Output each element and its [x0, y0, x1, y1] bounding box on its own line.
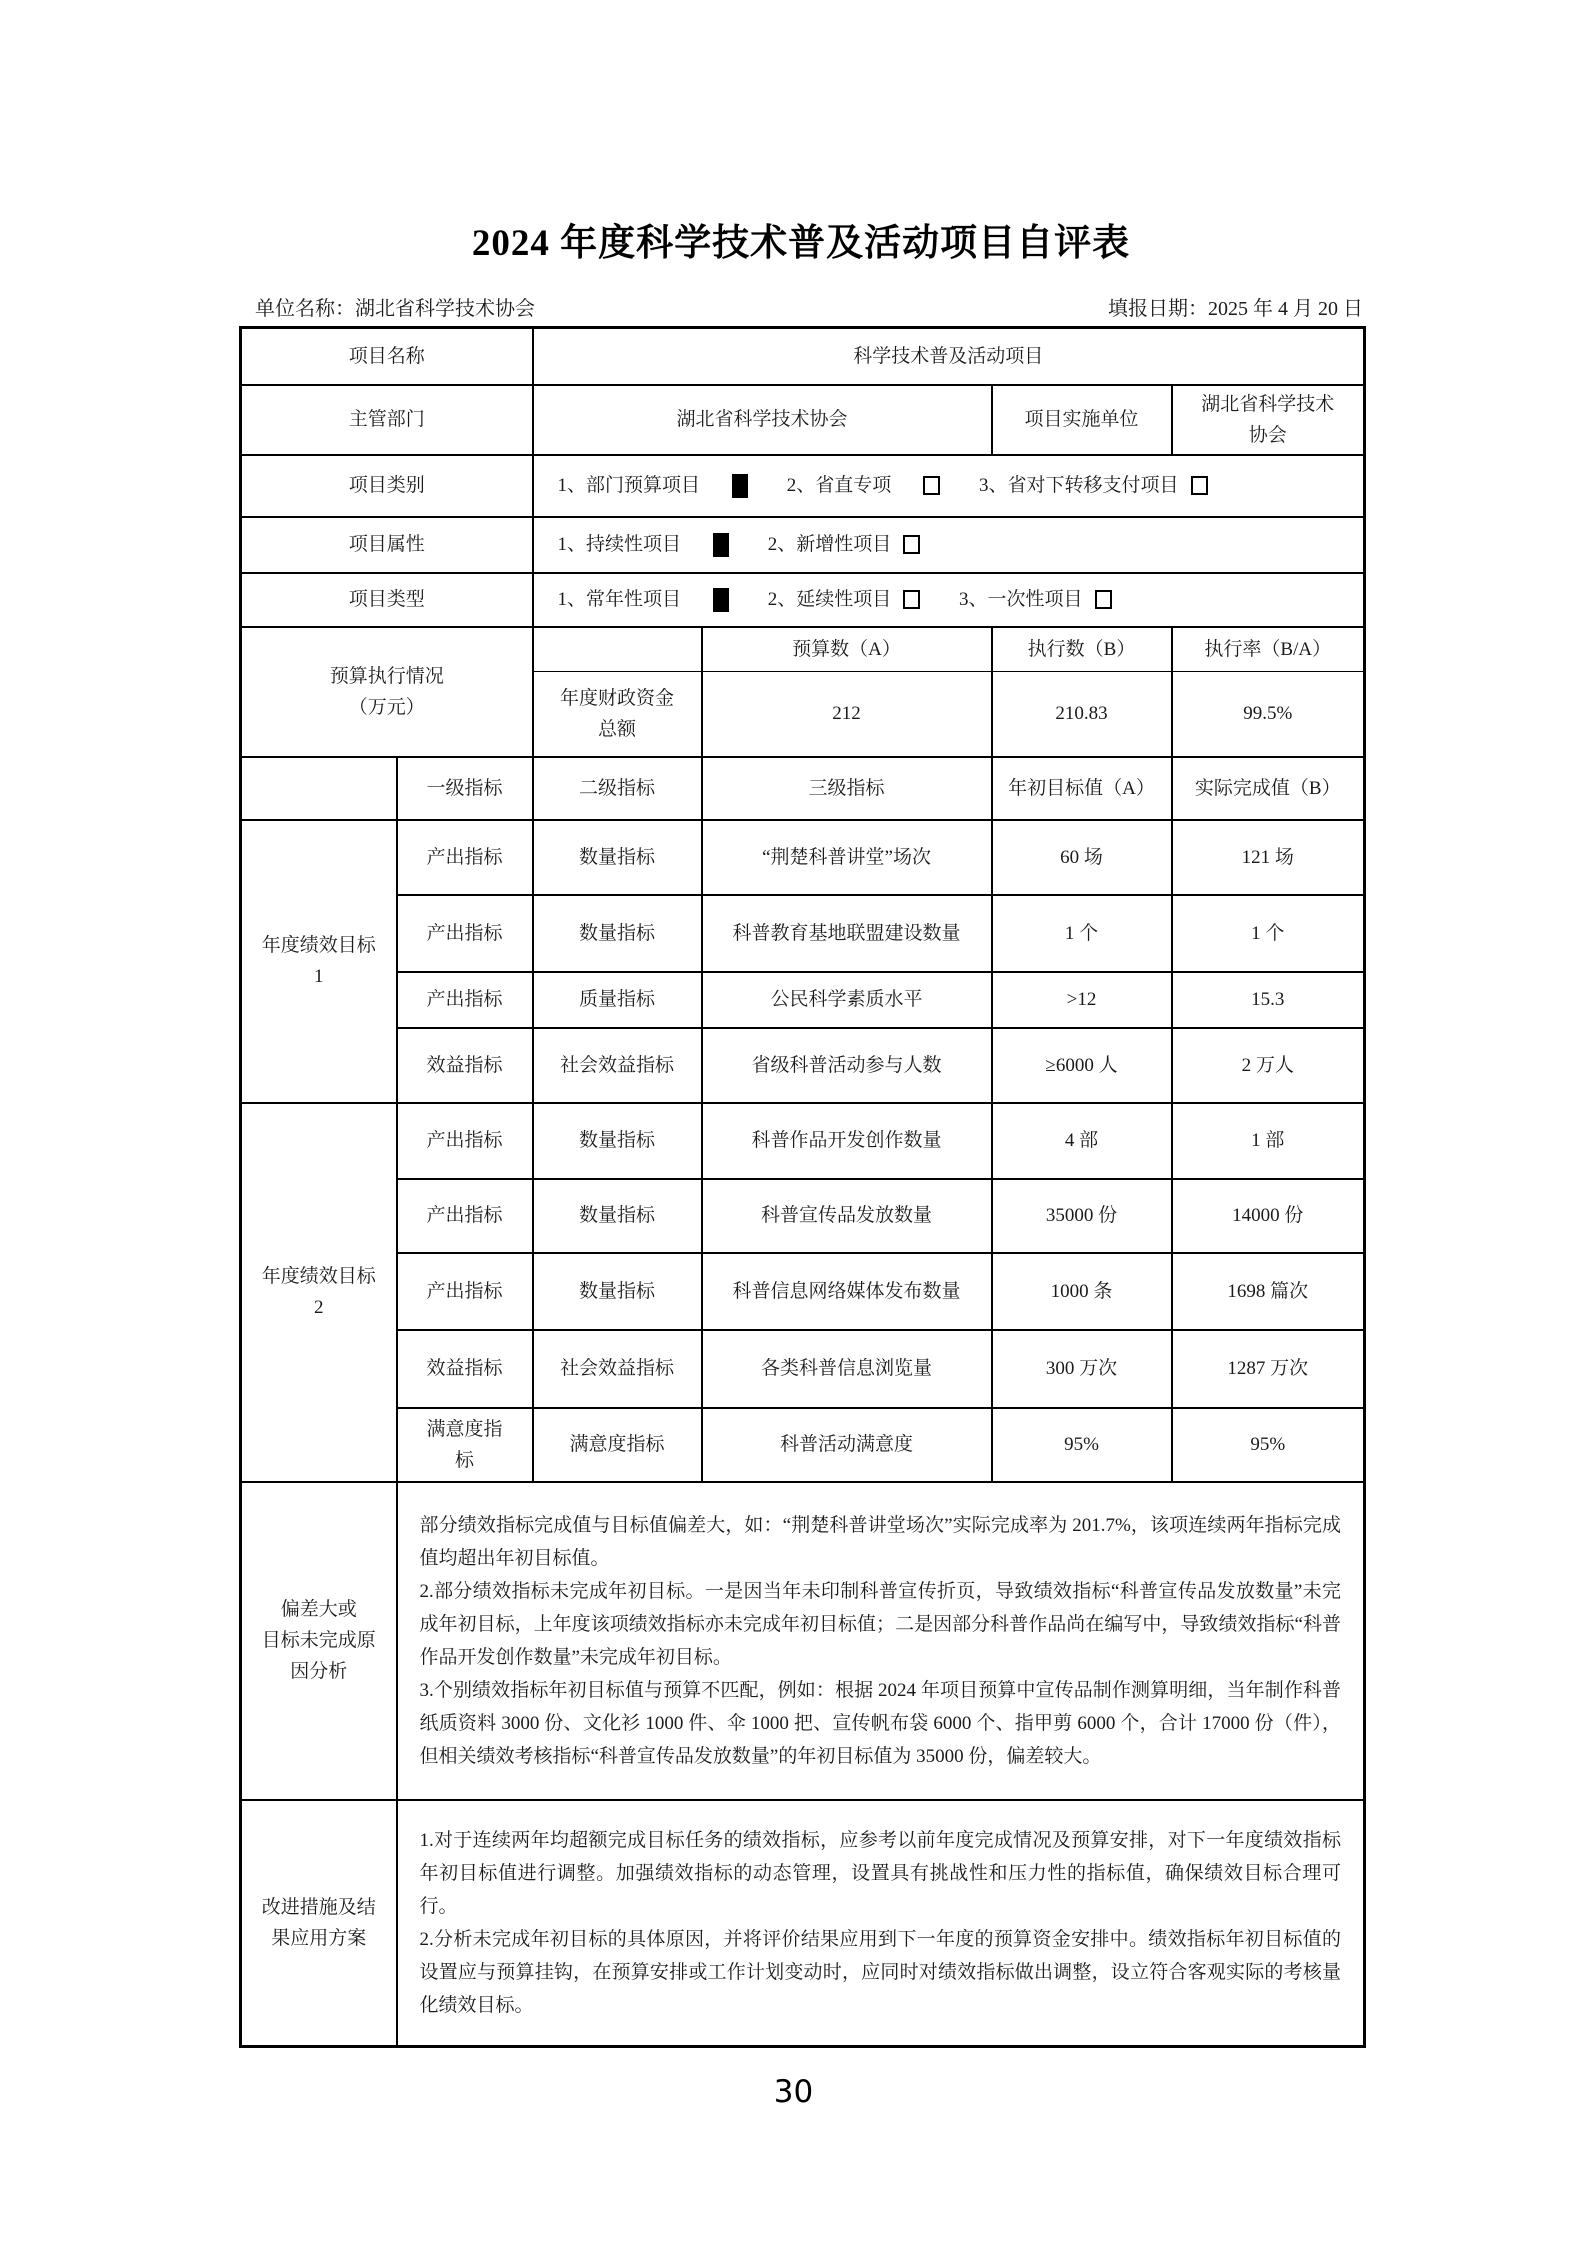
goal2-row3-actual: 1698 篇次 [1172, 1253, 1365, 1330]
goal1-row2-l2: 数量指标 [533, 895, 702, 972]
indicator-header-l2: 二级指标 [533, 757, 702, 820]
report-date: 填报日期：2025 年 4 月 20 日 [1108, 298, 1363, 320]
page-number: 30 [773, 2074, 814, 2110]
row-dept [241, 385, 1365, 455]
checkbox-checked-icon [713, 533, 729, 557]
goal1-row1-l1: 产出指标 [397, 820, 533, 895]
goal2-row-3 [241, 1253, 1365, 1330]
attribute-label: 项目属性 [241, 517, 533, 573]
deviation-analysis-content [397, 1482, 1365, 1800]
goal1-row1-l3: “荆楚科普讲堂”场次 [702, 820, 992, 895]
improvement-plan-content [397, 1800, 1365, 2047]
type-options [533, 573, 1365, 627]
deviation-analysis-p2: 2.部分绩效指标未完成年初目标。一是因当年未印制科普宣传折页，导致绩效指标“科普宣传品发放数量”未完成年初目标，上年度该项绩效指标亦未完成年初目标值；二是因部分科普作品尚在编写中，导致绩效指标“科普作品开发创作数量”未完成年初目标。 [419, 1580, 1342, 1668]
deviation-analysis-label-line2: 目标未完成原 [261, 1630, 376, 1651]
goal2-row5-l1-line2: 标 [455, 1449, 475, 1471]
goal2-row1-l1: 产出指标 [397, 1103, 533, 1179]
option-provincial-special-label: 2、省直专项 [786, 475, 892, 496]
type-label: 项目类型 [241, 573, 533, 627]
checkbox-unchecked-icon [1191, 476, 1208, 495]
goal2-row2-l2: 数量指标 [533, 1179, 702, 1253]
goal1-row1-actual: 121 场 [1172, 820, 1365, 895]
goal2-row3-l3: 科普信息网络媒体发布数量 [702, 1253, 992, 1330]
row-indicator-header [241, 757, 1365, 820]
option-extended [768, 584, 921, 615]
page-title: 2024 年度科学技术普及活动项目自评表 [471, 223, 1131, 264]
budget-value-b: 210.83 [992, 672, 1172, 757]
improvement-plan-label-line1: 改进措施及结 [261, 1896, 376, 1918]
budget-row-label-line1: 年度财政资金 [560, 687, 675, 709]
goal1-row3-l3: 公民科学素质水平 [702, 972, 992, 1028]
goal2-row4-l2: 社会效益指标 [533, 1330, 702, 1408]
option-extended-label: 2、延续性项目 [767, 589, 892, 610]
goal2-row5-l1-line1: 满意度指 [426, 1418, 503, 1440]
option-continuous [558, 529, 730, 560]
goal1-row4-l2: 社会效益指标 [533, 1028, 702, 1103]
goal2-row2-l1: 产出指标 [397, 1179, 533, 1253]
budget-col-a: 预算数（A） [702, 627, 992, 672]
goal2-label [241, 1103, 397, 1482]
budget-empty-cell [533, 627, 702, 672]
checkbox-unchecked-icon [923, 476, 940, 495]
goal2-row-5 [241, 1408, 1365, 1482]
goal2-row2-actual: 14000 份 [1172, 1179, 1365, 1253]
row-budget-header [241, 627, 1365, 672]
goal2-row-2 [241, 1179, 1365, 1253]
goal1-label-line2: 1 [314, 966, 324, 987]
option-provincial-special [787, 470, 941, 501]
option-continuous-label: 1、持续性项目 [557, 534, 682, 555]
impl-unit-value-line1: 湖北省科学技术 [1201, 393, 1335, 415]
goal1-row2-target: 1 个 [992, 895, 1172, 972]
checkbox-unchecked-icon [1095, 590, 1112, 609]
option-perennial-label: 1、常年性项目 [557, 589, 682, 610]
deviation-analysis-label [241, 1482, 397, 1800]
project-name-label: 项目名称 [241, 328, 533, 385]
goal2-row5-l1 [397, 1408, 533, 1482]
improvement-plan-p1: 1.对于连续两年均超额完成目标任务的绩效指标，应参考以前年度完成情况及预算安排，对下一年度绩效指标年初目标值进行调整。加强绩效指标的动态管理，设置具有挑战性和压力性的指标值，确保绩效目标合理可行。 [419, 1829, 1342, 1917]
goal2-row4-actual: 1287 万次 [1172, 1330, 1365, 1408]
impl-unit-label: 项目实施单位 [992, 385, 1172, 455]
goal2-row3-l1: 产出指标 [397, 1253, 533, 1330]
goal2-row4-l3: 各类科普信息浏览量 [702, 1330, 992, 1408]
row-deviation-analysis [241, 1482, 1365, 1800]
goal2-label-line1: 年度绩效目标 [261, 1266, 376, 1287]
option-budget-project-label: 1、部门预算项目 [557, 475, 701, 496]
meta-line [239, 292, 1363, 321]
option-transfer-payment-label: 3、省对下转移支付项目 [979, 475, 1179, 496]
improvement-plan-label-line2: 果应用方案 [271, 1927, 367, 1949]
goal2-row2-target: 35000 份 [992, 1179, 1172, 1253]
goal1-row3-actual: 15.3 [1172, 972, 1365, 1028]
attribute-options [533, 517, 1365, 573]
option-one-time [959, 584, 1112, 615]
self-eval-table [239, 326, 1366, 2048]
budget-col-b: 执行数（B） [992, 627, 1172, 672]
option-one-time-label: 3、一次性项目 [959, 589, 1083, 610]
budget-value-rate: 99.5% [1172, 672, 1365, 757]
option-perennial [558, 584, 730, 615]
goal1-row4-target: ≥6000 人 [992, 1028, 1172, 1103]
goal2-row3-target: 1000 条 [992, 1253, 1172, 1330]
budget-value-a: 212 [702, 672, 992, 757]
budget-label [241, 627, 533, 757]
budget-col-rate: 执行率（B/A） [1172, 627, 1365, 672]
goal1-row2-actual: 1 个 [1172, 895, 1365, 972]
goal1-row3-l1: 产出指标 [397, 972, 533, 1028]
goal1-row-2 [241, 895, 1365, 972]
indicator-header-target: 年初目标值（A） [992, 757, 1172, 820]
checkbox-unchecked-icon [903, 590, 920, 609]
goal2-row5-actual: 95% [1172, 1408, 1365, 1482]
checkbox-checked-icon [732, 474, 748, 498]
goal2-row1-actual: 1 部 [1172, 1103, 1365, 1179]
category-label: 项目类别 [241, 455, 533, 517]
budget-row-label [533, 672, 702, 757]
dept-value: 湖北省科学技术协会 [533, 385, 992, 455]
improvement-plan-p2: 2.分析未完成年初目标的具体原因，并将评价结果应用到下一年度的预算资金安排中。绩效指标年初目标值的设置应与预算挂钩，在预算安排或工作计划变动时，应同时对绩效指标做出调整，设立符合客观实际的考核量化绩效目标。 [419, 1928, 1342, 2016]
goal1-row4-l1: 效益指标 [397, 1028, 533, 1103]
goal2-row1-target: 4 部 [992, 1103, 1172, 1179]
indicator-header-l3: 三级指标 [702, 757, 992, 820]
goal1-row-4 [241, 1028, 1365, 1103]
goal2-row5-l2: 满意度指标 [533, 1408, 702, 1482]
impl-unit-value-line2: 协会 [1248, 424, 1287, 446]
goal2-row5-l3: 科普活动满意度 [702, 1408, 992, 1482]
option-new [768, 529, 921, 560]
indicator-header-actual: 实际完成值（B） [1172, 757, 1365, 820]
goal2-row4-target: 300 万次 [992, 1330, 1172, 1408]
checkbox-checked-icon [713, 588, 729, 612]
goal1-row-3 [241, 972, 1365, 1028]
goal1-label-line1: 年度绩效目标 [261, 935, 376, 956]
impl-unit-value [1172, 385, 1365, 455]
category-options [533, 455, 1365, 517]
goal1-row4-actual: 2 万人 [1172, 1028, 1365, 1103]
goal1-row1-target: 60 场 [992, 820, 1172, 895]
goal2-row4-l1: 效益指标 [397, 1330, 533, 1408]
budget-label-line2: （万元） [348, 696, 425, 718]
option-transfer-payment [979, 470, 1208, 501]
goal2-row3-l2: 数量指标 [533, 1253, 702, 1330]
goal1-row-1 [241, 820, 1365, 895]
indicator-header-l1: 一级指标 [397, 757, 533, 820]
dept-label: 主管部门 [241, 385, 533, 455]
row-project-name [241, 328, 1365, 385]
goal2-row2-l3: 科普宣传品发放数量 [702, 1179, 992, 1253]
goal2-row5-target: 95% [992, 1408, 1172, 1482]
checkbox-unchecked-icon [903, 535, 920, 554]
goal2-label-line2: 2 [314, 1297, 324, 1318]
budget-label-line1: 预算执行情况 [329, 665, 444, 687]
goal2-row1-l2: 数量指标 [533, 1103, 702, 1179]
indicator-header-empty [241, 757, 397, 820]
goal1-row2-l1: 产出指标 [397, 895, 533, 972]
row-type [241, 573, 1365, 627]
unit-name: 单位名称：湖北省科学技术协会 [255, 298, 535, 320]
row-attribute [241, 517, 1365, 573]
deviation-analysis-label-line1: 偏差大或 [280, 1599, 357, 1620]
deviation-analysis-label-line3: 因分析 [290, 1661, 348, 1682]
project-name-value: 科学技术普及活动项目 [533, 328, 1365, 385]
deviation-analysis-p3: 3.个别绩效指标年初目标值与预算不匹配，例如：根据 2024 年项目预算中宣传品制作测算明细，当年制作科普纸质资料 3000 份、文化衫 1000 件、伞 1000 把、宣传帆布袋 6000 个、指甲剪 6000 个，合计 17000 份（件），但相关绩效考核指标“科普宣传品发放数量”的年初目标值为 35000 份，偏差较大。 [419, 1679, 1342, 1767]
goal2-row1-l3: 科普作品开发创作数量 [702, 1103, 992, 1179]
row-improvement-plan [241, 1800, 1365, 2047]
goal1-row3-l2: 质量指标 [533, 972, 702, 1028]
row-category [241, 455, 1365, 517]
budget-row-label-line2: 总额 [598, 718, 637, 740]
option-new-label: 2、新增性项目 [767, 534, 892, 555]
improvement-plan-label [241, 1800, 397, 2047]
deviation-analysis-p1: 部分绩效指标完成值与目标值偏差大，如：“荆楚科普讲堂场次”实际完成率为 201.7%，该项连续两年指标完成值均超出年初目标值。 [419, 1514, 1342, 1569]
goal1-row1-l2: 数量指标 [533, 820, 702, 895]
goal2-row-4 [241, 1330, 1365, 1408]
goal1-row2-l3: 科普教育基地联盟建设数量 [702, 895, 992, 972]
goal1-row4-l3: 省级科普活动参与人数 [702, 1028, 992, 1103]
goal1-row3-target: >12 [992, 972, 1172, 1028]
goal2-row-1 [241, 1103, 1365, 1179]
option-budget-project [558, 470, 749, 501]
goal1-label [241, 820, 397, 1103]
